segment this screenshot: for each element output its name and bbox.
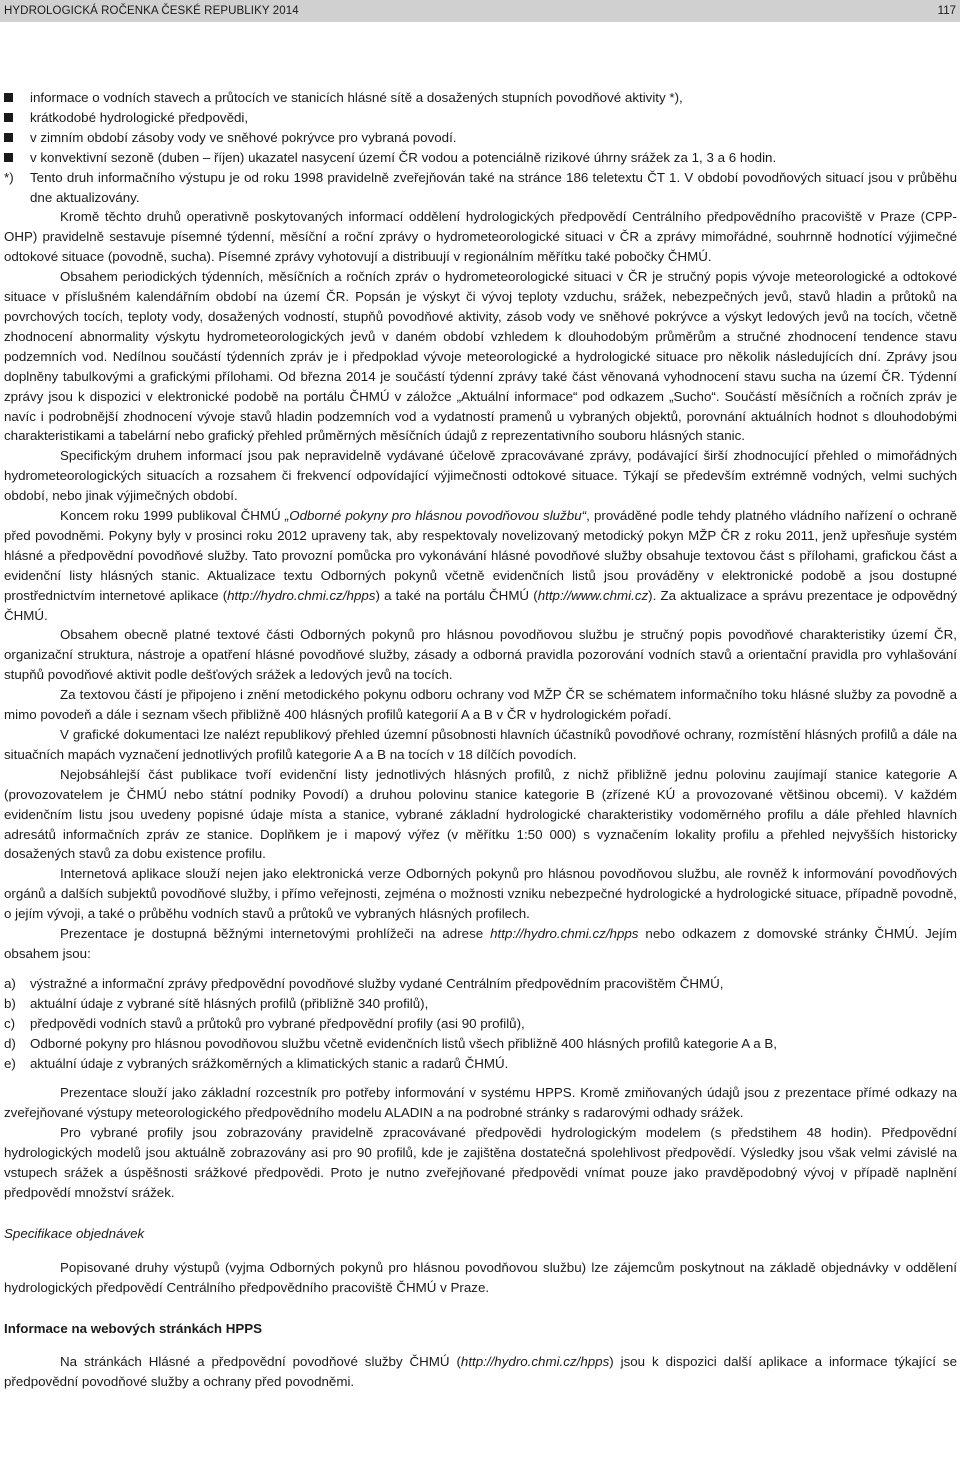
page-number: 117 <box>937 5 956 17</box>
chmi-link[interactable]: http://www.chmi.cz <box>537 587 649 603</box>
list-item: informace o vodních stavech a průtocích ve stanicích hlásné sítě a dosažených stupních povodňové aktivity *), <box>4 88 957 108</box>
running-title: HYDROLOGICKÁ ROČENKA ČESKÉ REPUBLIKY 2014 <box>4 5 299 17</box>
page-header <box>0 0 960 22</box>
hpps-link[interactable]: http://hydro.chmi.cz/hpps <box>490 926 639 942</box>
paragraph: V grafické dokumentaci lze nalézt republikový přehled územní působnosti hlavních účastníků povodňové ochrany, rozmístění hlásných profilů a dále na situačních mapách vyznačení jednotlivých profilů kategorie A a B na tocích v 18 dílčích povodích. <box>4 727 957 762</box>
list-item: b) aktuální údaje z vybrané sítě hlásných profilů (přibližně 340 profilů), <box>4 995 429 1011</box>
paragraph: Specifickým druhem informací jsou pak nepravidelně vydávané účelově zpracovávané zprávy, podávající širší zhodnocující přehled o mimořádných hydrometeorologických situacích a rozsahem či frekvencí odpovídající výjimečnosti odtokové situace. Týkají se především extrémně vodných, velmi suchých období, nebo jinak výjimečných období. <box>4 448 957 504</box>
paragraph: Popisované druhy výstupů (vyjma Odborných pokynů pro hlásnou povodňovou službu) lze zájemcům poskytnout na základě objednávky v oddělení hydrologických předpovědí Centrálního předpovědního pracoviště ČHMÚ v Praze. <box>4 1259 957 1295</box>
list-item: a) výstražné a informační zprávy předpovědní povodňové služby vydané Centrálním předpovědním pracovištěm ČHMÚ, <box>4 975 724 991</box>
list-item: v konvektivní sezoně (duben – říjen) ukazatel nasycení území ČR vodou a potenciálně rizikové úhrny srážek za 1, 3 a 6 hodin. <box>4 148 957 168</box>
paragraph: Nejobsáhlejší část publikace tvoří evidenční listy jednotlivých hlásných profilů, z nichž přibližně jednu polovinu zaujímají stanice kategorie A (provozovatelem je ČHMÚ nebo státní podniky Povodí) a druhou polovinu stanice kategorie B (zřízené KÚ a provozované většinou obcemi). V každém evidenčním listu jsou uvedeny popisné údaje místa a stanice, vybrané základní hydrologické charakteristiky vodoměrného profilu a dále přehled hlavních adresátů informačních zpráv ze stanice. Doplňkem je i mapový výřez (v měřítku 1:50 000) s vyznačením lokality profilu a přehled nejvyšších historicky dosažených stavů za dobu existence profilu. <box>4 766 957 862</box>
list-item: c) předpovědi vodních stavů a průtoků pro vybrané předpovědní profily (asi 90 profilů), <box>4 1015 525 1031</box>
paragraph-hpps: Na stránkách Hlásné a předpovědní povodňové služby ČHMÚ (http://hydro.chmi.cz/hpps) jsou k dispozici další aplikace a informace týkající se předpovědní povodňové služby a ochrany před povodněmi. <box>4 1354 957 1390</box>
paragraph: Obsahem periodických týdenních, měsíčních a ročních zpráv o hydrometeorologické situaci v ČR je stručný popis vývoje meteorologické a odtokové situace v příslušném kalendářním období na území ČR. Popsán je výskyt či vývoj teploty vzduchu, srážek, nebezpečných jevů, stavů hladin a průtoků na povrchových tocích, teploty vody, dosažených vodností, stupňů povodňové aktivity, zásob vody ve sněhové pokrývce a výskyt ledových jevů na tocích, včetně zhodnocení abnormality výskytu hydrometeorologických jevů v daném období vzhledem k dlouhodobým průměrům a stručné zhodnocení tendence stavu podzemních vod. Nedílnou součástí týdenních zpráv je i předpoklad vývoje meteorologické a hydrologické situace pro několik následujících dní. Zprávy jsou doplněny tabulkovými a grafickými přílohami. Od března 2014 je součástí týdenní zprávy také část věnovaná vyhodnocení stavu sucha na území ČR. Týdenní zprávy jsou k dispozici v elektronické podobě na portálu ČHMÚ v záložce „Aktuální informace“ pod odkazem „Sucho“. Součástí měsíčních a ročních zpráv je navíc i podrobnější zhodnocení vývoje stavů hladin podzemních vod a vydatností pramenů u vybraných objektů, porovnání aktuálních hodnot s dlouhodobými charakteristikami a tabelární nebo grafický přehled průměrných měsíčních údajů z reprezentativního souboru hlásných stanic. <box>4 269 957 444</box>
content-list <box>4 974 957 1074</box>
list-item: krátkodobé hydrologické předpovědi, <box>4 108 957 128</box>
page-body <box>4 88 957 1392</box>
bullet-square-icon <box>4 153 13 162</box>
hpps-link[interactable]: http://hydro.chmi.cz/hpps <box>460 1354 610 1370</box>
paragraph: Internetová aplikace slouží nejen jako elektronická verze Odborných pokynů pro hlásnou povodňovou službu, ale rovněž k informování povodňových orgánů a dalších subjektů povodňové služby, i přímo veřejnosti, zejména o možnosti vzniku nebezpečné hydrologické a hydrologické situace, případně povodně, o jejím vývoji, a také o průběhu vodních stavů a průtoků ve vybraných hlásných profilech. <box>4 866 957 922</box>
bullet-square-icon <box>4 113 13 122</box>
footnote <box>4 168 957 208</box>
bullet-list <box>4 88 957 168</box>
paragraph: Prezentace slouží jako základní rozcestník pro potřeby informování v systému HPPS. Kromě zmiňovaných údajů jsou z prezentace přímé odkazy na zveřejňované výstupy meteorologického předpovědního modelu ALADIN a na podrobné stránky s radarovými odhady srážek. <box>4 1085 957 1121</box>
section-heading-hpps: Informace na webových stránkách HPPS <box>4 1320 263 1336</box>
bullet-square-icon <box>4 93 13 102</box>
paragraph-prezentace: Prezentace je dostupná běžnými internetovými prohlížeči na adrese http://hydro.chmi.cz/hpps nebo odkazem z domovské stránky ČHMÚ. Jejím obsahem jsou: <box>4 926 957 961</box>
list-item: v zimním období zásoby vody ve sněhové pokrývce pro vybraná povodí. <box>4 128 957 148</box>
paragraph: Obsahem obecně platné textové části Odborných pokynů pro hlásnou povodňovou službu je stručný popis povodňové charakteristiky území ČR, organizační struktura, nástroje a opatření hlásné povodňové služby, zásady a odborná pravidla pozorování vodních stavů a orientační pravidla pro vyhlašování stupňů povodňové aktivit podle dešťových srážek a ledových jevů na tocích. <box>4 627 957 683</box>
paragraph: Za textovou částí je připojeno i znění metodického pokynu odboru ochrany vod MŽP ČR se schématem informačního toku hlásné služby za povodně a mimo povodeň a dále i seznam všech přibližně 400 hlásných profilů kategorií A a B v ČR v hydrologickém pořadí. <box>4 687 957 723</box>
paragraph: Kromě těchto druhů operativně poskytovaných informací oddělení hydrologických předpovědí Centrálního předpovědního pracoviště v Praze (CPP-OHP) pravidelně sestavuje písemné týdenní, měsíční a roční zprávy o hydrometeorologické situaci v ČR a zprávy mimořádné, souhrnně hodnotící výjimečné odtokové situace (povodně, sucha). Písemné zprávy vyhotovují a distribuují v regionálním měřítku také pobočky ČHMÚ. <box>4 209 957 265</box>
hpps-link[interactable]: http://hydro.chmi.cz/hpps <box>227 587 376 603</box>
paragraph: Pro vybrané profily jsou zobrazovány pravidelně zpracovávané předpovědi hydrologickým modelem (s předstihem 48 hodin). Předpovědní hydrologických modelů jsou aktuálně zobrazovány asi pro 90 profilů, kde je zajištěna dostatečná spolehlivost předpovědí. Výsledky jsou však velmi závislé na vstupech srážek a úspěšnosti srážkové předpovědi. Proto je nutno zveřejňované předpovědi vnímat pouze jako pravděpodobný vývoj v případě naplnění předpovědí množství srážek. <box>4 1125 957 1200</box>
paragraph-koncem: Koncem roku 1999 publikoval ČHMÚ „Odborné pokyny pro hlásnou povodňovou službu“, prováděné podle tehdy platného vládního nařízení o ochraně před povodněmi. Pokyny byly v prosinci roku 2012 upraveny tak, aby respektovaly novelizovaný metodický pokyn MŽP ČR z roku 2011, jenž upřesňuje systém hlásné a předpovědní povodňové služby. Tato provozní pomůcka pro vykonávání hlásné povodňové služby obsahuje textovou část s přílohami, grafickou část a evidenční listy hlásných stanic. Aktualizace textu Odborných pokynů včetně evidenčních listů jsou prováděny v elektronické podobě a jsou dostupné prostřednictvím internetové aplikace (http://hydro.chmi.cz/hpps) a také na portálu ČHMÚ (http://www.chmi.cz). Za aktualizace a správu prezentace je odpovědný ČHMÚ. <box>4 508 957 623</box>
bullet-square-icon <box>4 133 13 142</box>
footnote-text: Tento druh informačního výstupu je od roku 1998 pravidelně zveřejňován také na stránce 186 teletextu ČT 1. V období povodňových situací jsou v průběhu dne aktualizovány. <box>30 169 957 205</box>
list-item: e) aktuální údaje z vybraných srážkoměrných a klimatických stanic a radarů ČHMÚ. <box>4 1055 509 1071</box>
section-heading-specifikace: Specifikace objednávek <box>4 1225 145 1241</box>
footnote-mark: *) <box>4 169 14 185</box>
list-item: d) Odborné pokyny pro hlásnou povodňovou službu včetně evidenčních listů všech přibližně 400 hlásných profilů kategorie A a B, <box>4 1035 777 1051</box>
publication-title: „Odborné pokyny pro hlásnou povodňovou službu“ <box>284 508 587 524</box>
